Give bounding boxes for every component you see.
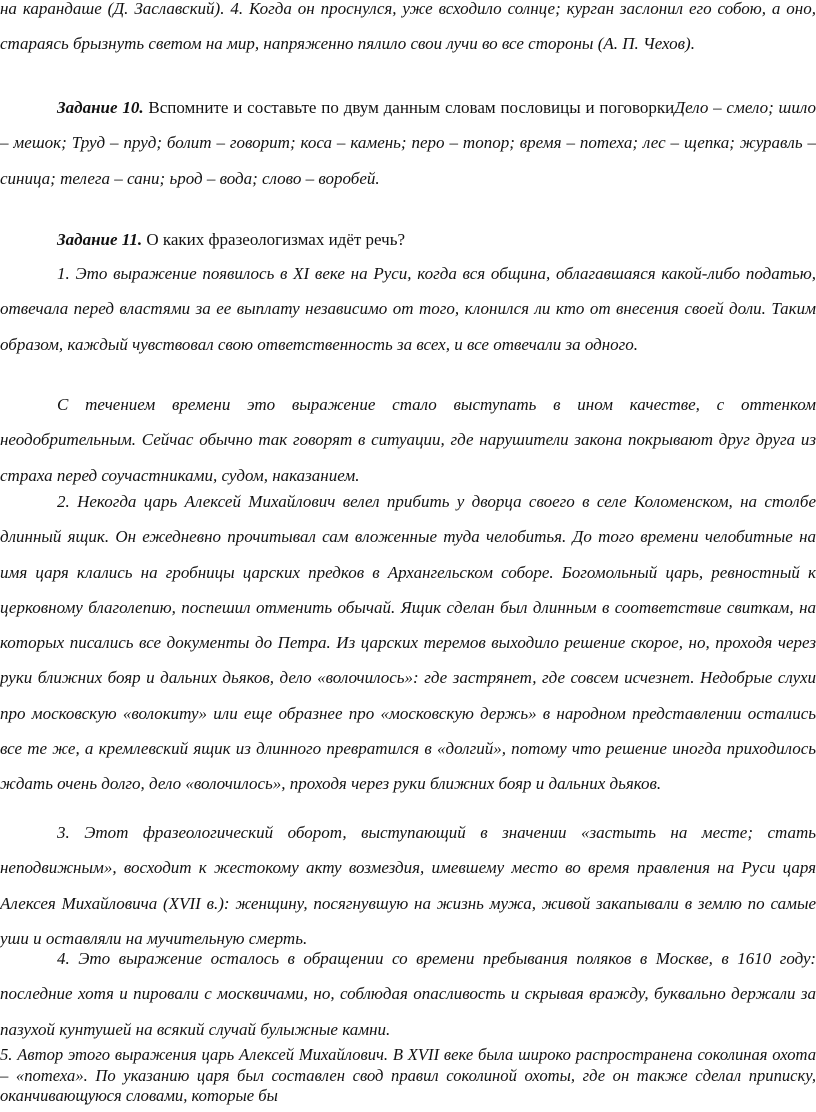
task-11-heading xyxy=(0,222,816,257)
task-11-item-5: 5. Автор этого выражения царь Алексей Михайлович. В XVII веке была широко распространена соколиная охота – «потеха». По указанию царя был составлен свод правил соколиной охоты, где он также сделал приписку, оканчивающуюся словами, которые бы xyxy=(0,1045,816,1105)
task-11-item-1-continued: С течением времени это выражение стало выступать в ином качестве, с оттенком неодобрительным. Сейчас обычно так говорят в ситуации, где нарушители закона покрывают друг друга из страха перед соучастниками, судом, наказанием. xyxy=(0,395,816,485)
task-10-instruction: Вспомните и составьте по двум данным словам пословицы и поговорки xyxy=(143,98,675,117)
task-10-paragraph xyxy=(0,90,816,196)
task-11-item-4: 4. Это выражение осталось в обращении со времени пребывания поляков в Москве, в 1610 году: последние хотя и пировали с москвичами, но, соблюдая опасливость и скрывая вражду, буквально держали за пазухой кунтушей на всякий случай булыжные камни. xyxy=(0,949,816,1039)
task-10-word-pairs: Дело – смело; шило – мешок; Труд – пруд; болит – говорит; коса – камень; перо – топор; время – потеха; лес – щепка; журавль – синица; телега – сани; ьрод – вода; слово – воробей. xyxy=(0,98,816,188)
task-11-item-1: 1. Это выражение появилось в XI веке на Руси, когда вся община, облагавшаяся какой-либо податью, отвечала перед властями за ее выплату независимо от того, клонился ли кто от внесения своей доли. Таким образом, каждый чувствовал свою ответственность за всех, и все отвечали за одного. xyxy=(0,264,816,354)
paragraph-chekhov-quote: на карандаше (Д. Заславский). 4. Когда он проснулся, уже всходило солнце; курган заслонил его собою, а оно, стараясь брызнуть светом на мир, напряженно пялило свои лучи во все стороны (А. П. Чехов). xyxy=(0,0,816,54)
task-11-question: О каких фразеологизмах идёт речь? xyxy=(142,230,406,249)
task-11-item-2: 2. Некогда царь Алексей Михайлович велел прибить у дворца своего в селе Коломенском, на столбе длинный ящик. Он ежедневно прочитывал сам вложенные туда челобитья. До того времени челобитные на имя царя клались на гробницы царских предков в Архангельском соборе. Богомольный царь, ревностный к церковному благолепию, поспешил отменить обычай. Ящик сделан был длинным в соответствие свиткам, на которых писались все документы до Петра. Из царских теремов выходило решение скорое, но, проходя через руки ближних бояр и дальних дьяков, дело «волочилось»: где застрянет, где совсем исчезнет. Недобрые слухи про московскую «волокиту» или еще образнее про «московскую держь» в народном представлении остались все те же, а кремлевский ящик из длинного превратился в «долгий», потому что решение иногда приходилось ждать очень долго, дело «волочилось», проходя через руки ближних бояр и дальних дьяков. xyxy=(0,492,816,794)
task-11-label: Задание 11. xyxy=(57,230,143,249)
task-10-label: Задание 10. xyxy=(57,98,144,117)
task-11-item-3: 3. Этот фразеологический оборот, выступающий в значении «застыть на месте; стать неподвижным», восходит к жестокому акту возмездия, имевшему место во время правления на Руси царя Алексея Михайловича (XVII в.): женщину, посягнувшую на жизнь мужа, живой закапывали в землю по самые уши и оставляли на мучительную смерть. xyxy=(0,823,816,948)
